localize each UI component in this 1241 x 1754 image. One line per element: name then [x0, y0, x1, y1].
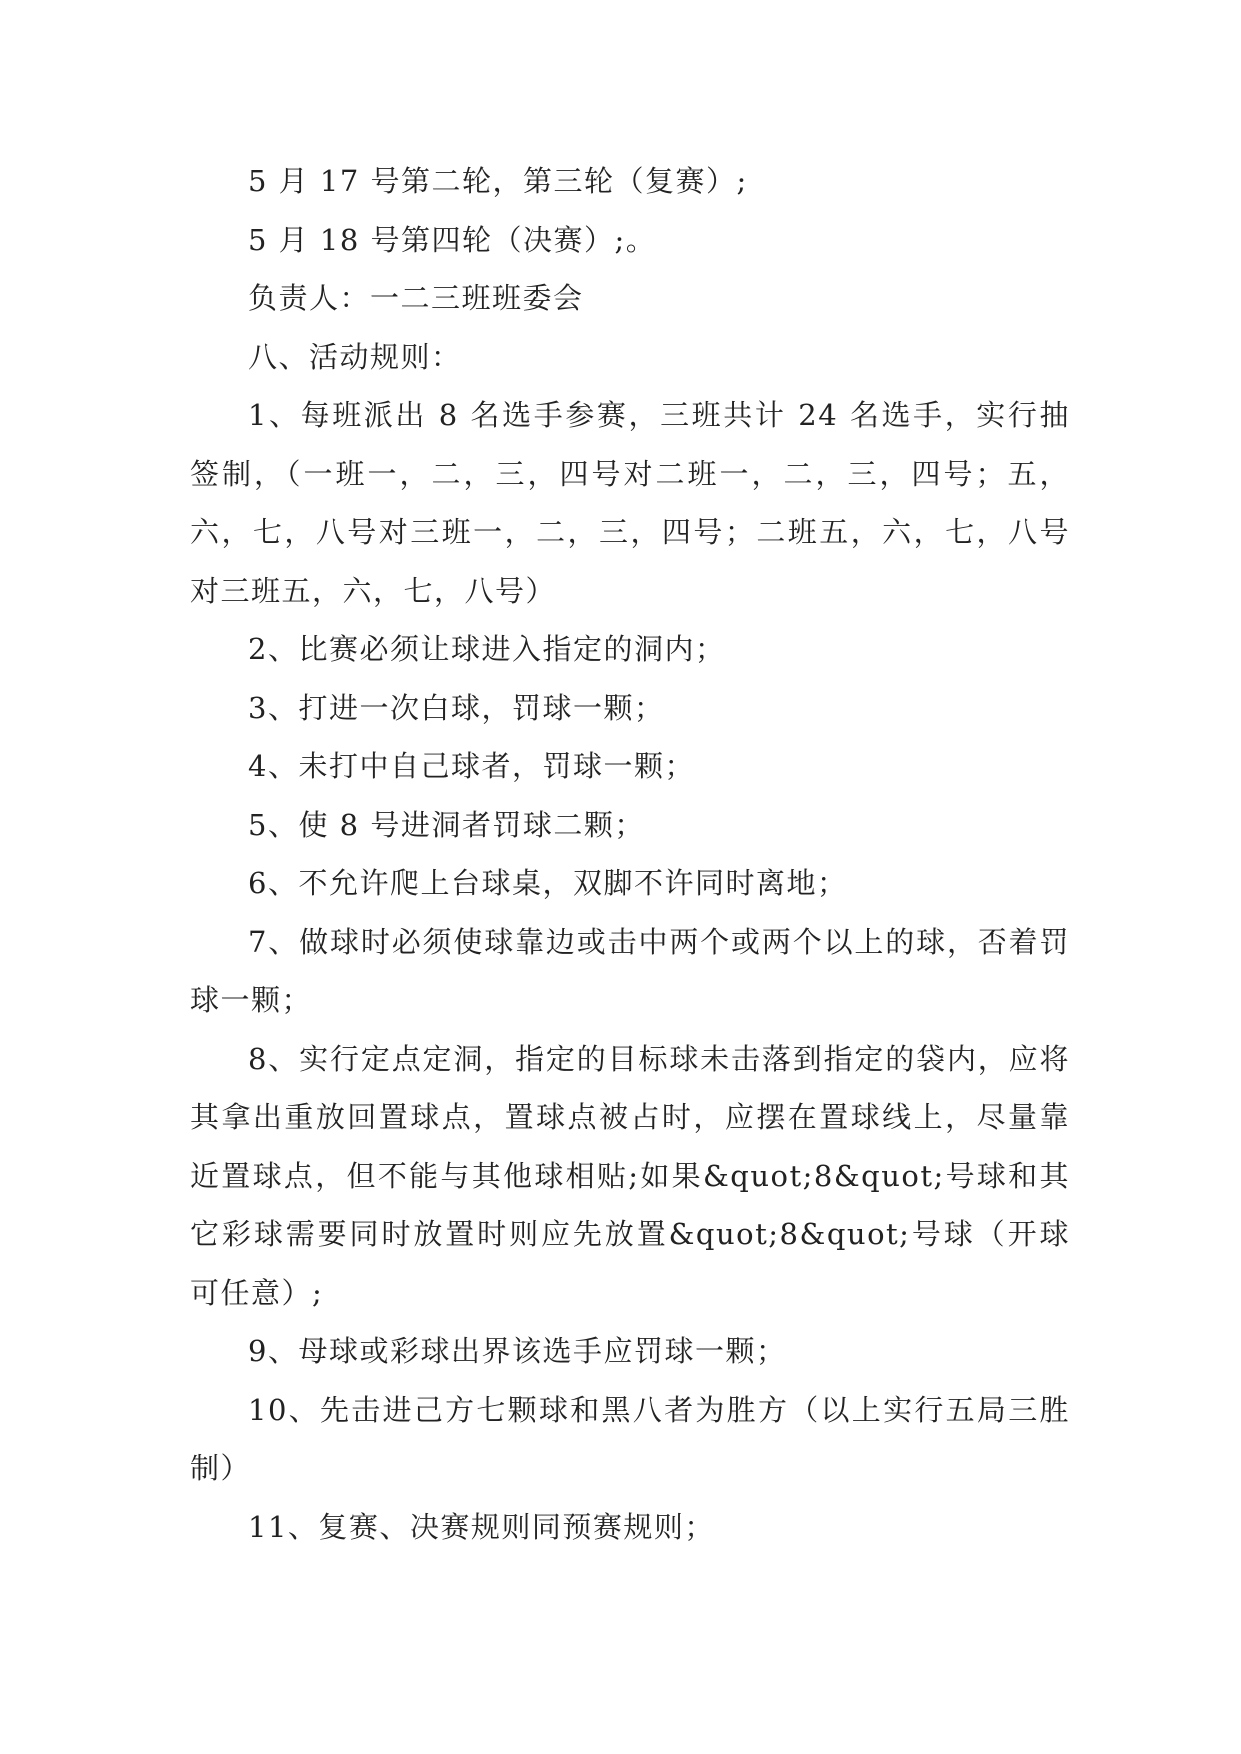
rule-2: 2、比赛必须让球进入指定的洞内； [248, 632, 726, 666]
rule-3: 3、打进一次白球，罚球一颗； [248, 690, 665, 725]
responsible-party: 负责人：一二三班班委会 [248, 281, 584, 315]
rule-9: 9、母球或彩球出界该选手应罚球一颗； [248, 1334, 787, 1368]
rule-1: 1、每班派出 8 名选手参赛，三班共计 24 名选手，实行抽签制，（一班一，二，三，四号对二班一，二，三，四号；五，六，七，八号对三班一，二，三，四号；二班五，六，七，八号对三班五，六，七，八号） [190, 398, 1070, 608]
rule-6: 6、不允许爬上台球桌，双脚不许同时离地； [248, 866, 848, 900]
schedule-line-may-17: 5 月 17 号第二轮，第三轮（复赛）; [248, 164, 748, 198]
document-page [190, 152, 1070, 1556]
rule-4: 4、未打中自己球者，罚球一颗； [248, 749, 695, 783]
rule-11: 11、复赛、决赛规则同预赛规则； [248, 1509, 715, 1544]
rule-7: 7、做球时必须使球靠边或击中两个或两个以上的球，否着罚球一颗； [190, 924, 1070, 1017]
section-heading-rules: 八、活动规则： [248, 339, 462, 374]
schedule-line-may-18: 5 月 18 号第四轮（决赛）;。 [248, 222, 657, 257]
rule-5: 5、使 8 号进洞者罚球二颗； [248, 807, 645, 842]
rule-8: 8、实行定点定洞，指定的目标球未击落到指定的袋内，应将其拿出重放回置球点，置球点被占时，应摆在置球线上，尽量靠近置球点，但不能与其他球相贴;如果&quot;8&quot;号球和其它彩球需要同时放置时则应先放置&quot;8&quot;号球（开球可任意）; [190, 1041, 1070, 1310]
rule-10: 10、先击进己方七颗球和黑八者为胜方（以上实行五局三胜制） [190, 1392, 1070, 1485]
